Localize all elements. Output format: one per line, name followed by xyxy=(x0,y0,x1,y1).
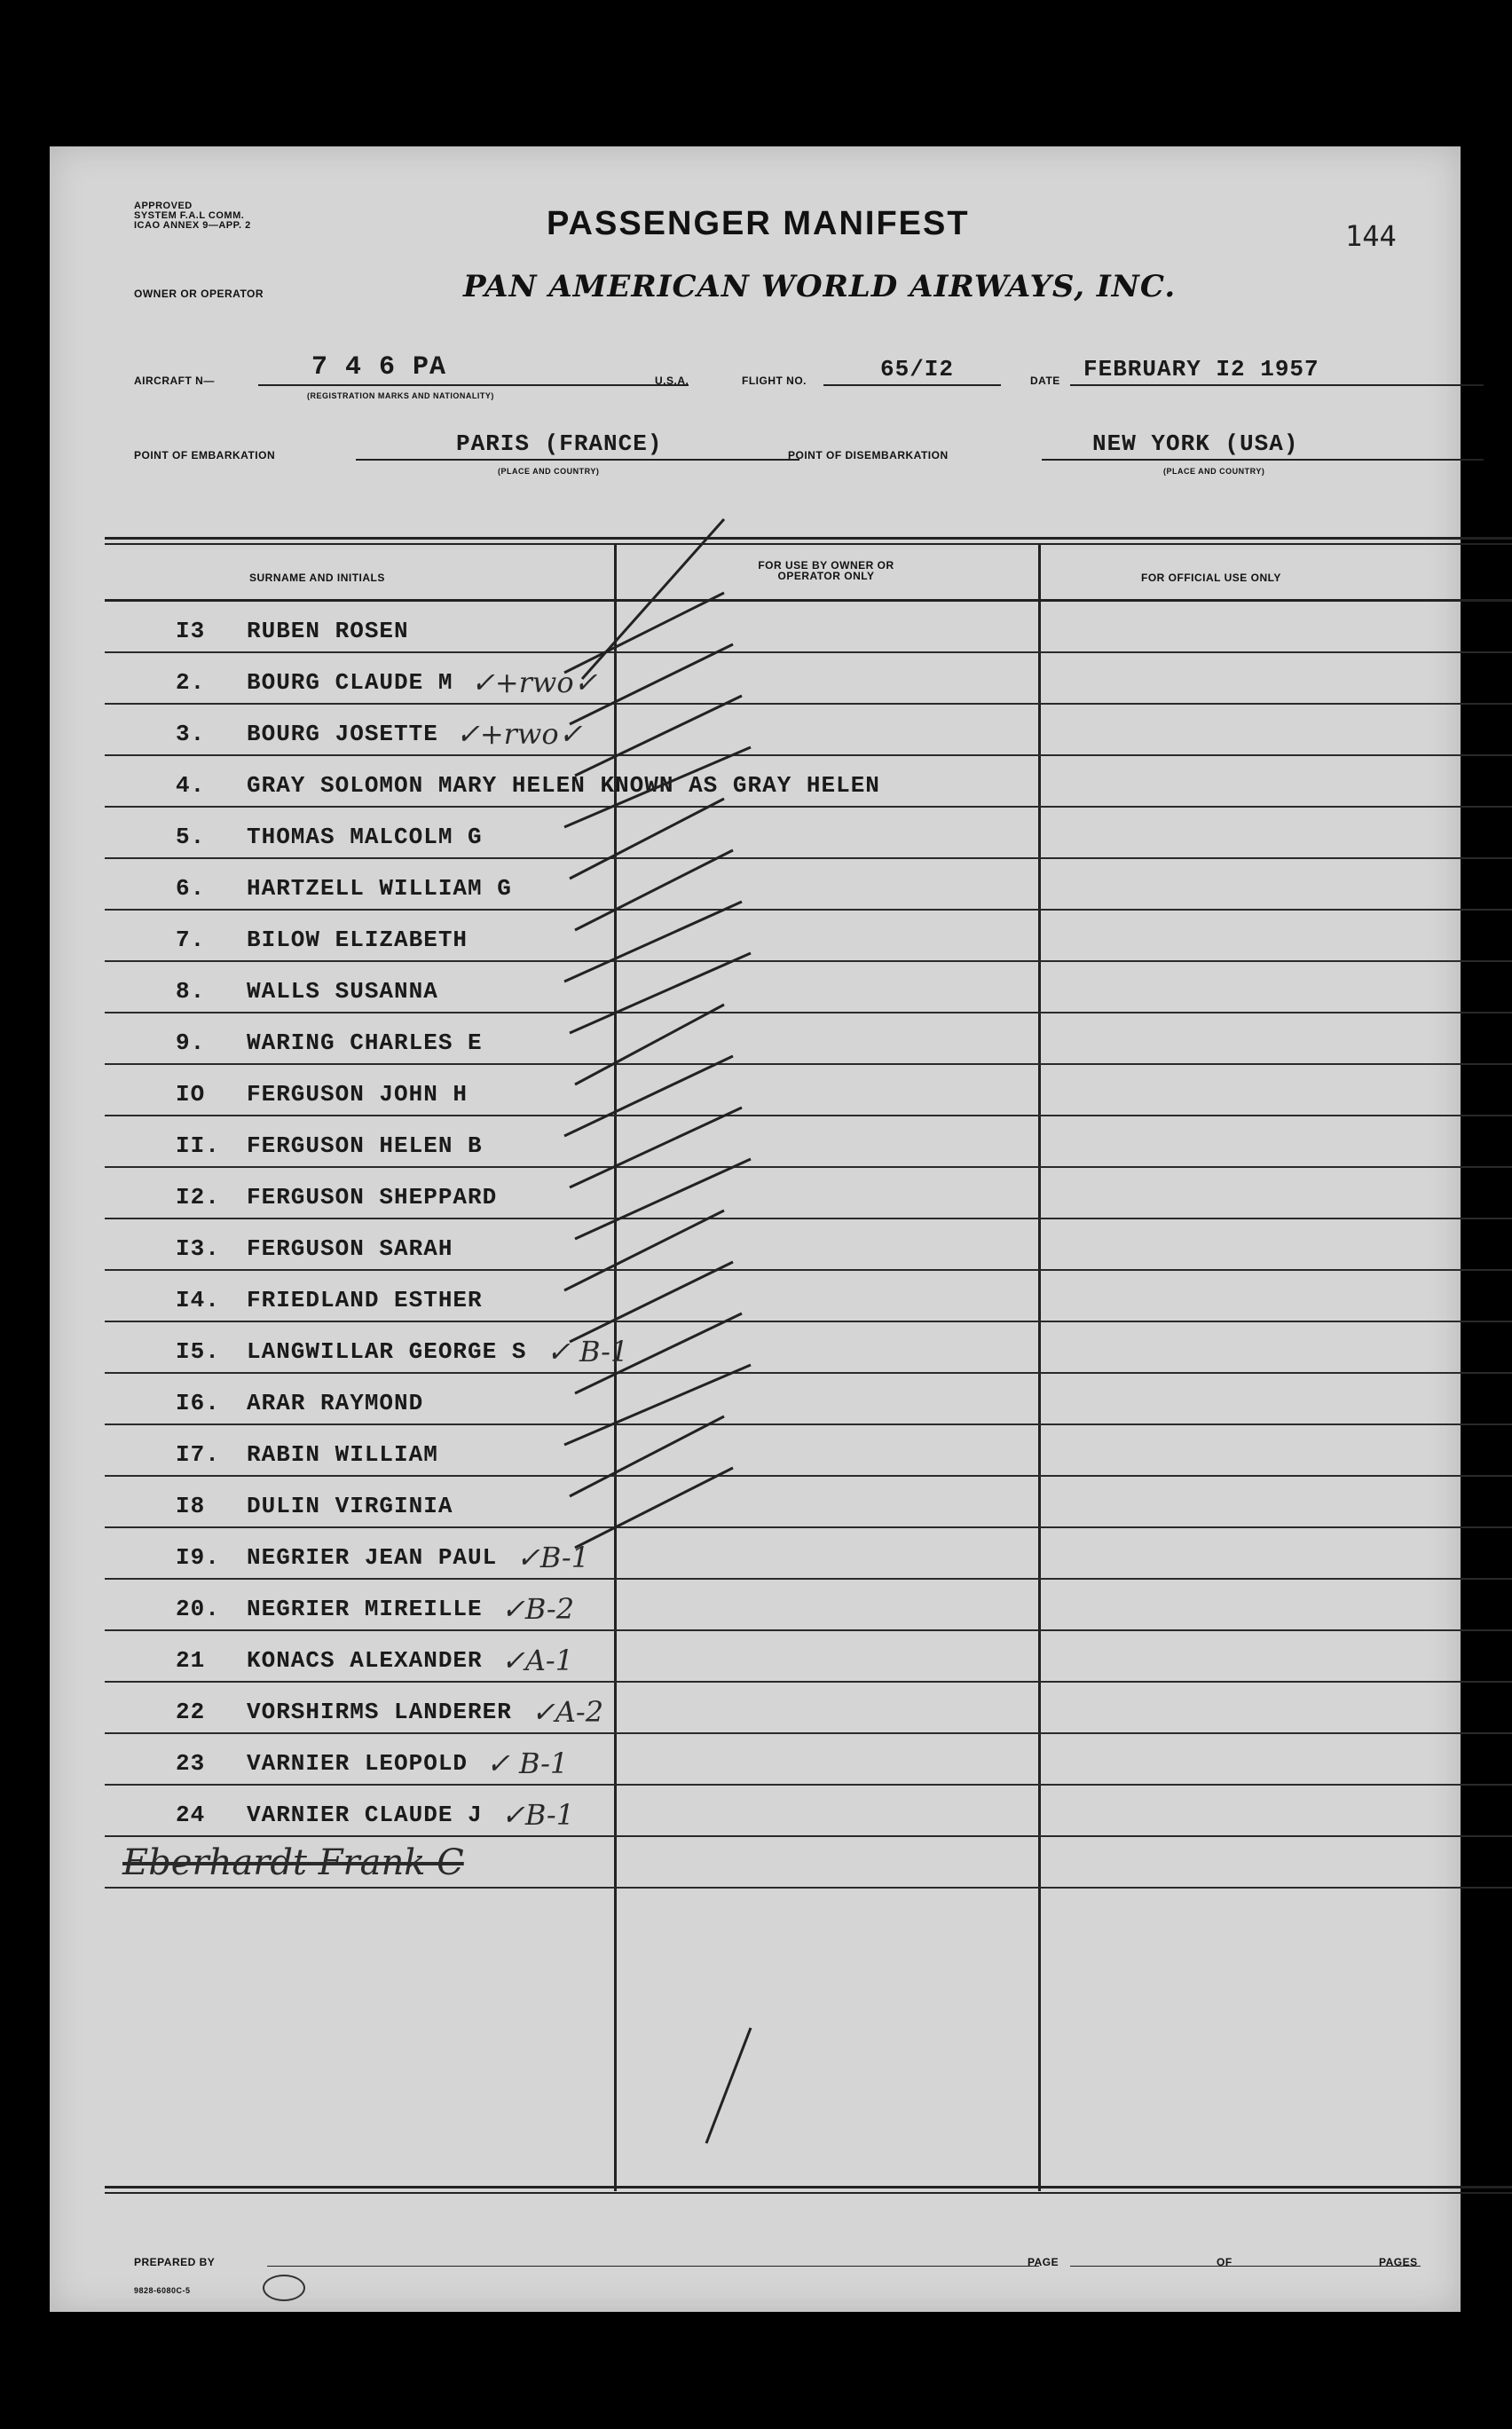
check-slash xyxy=(570,953,751,1033)
union-label-icon xyxy=(263,2275,305,2301)
approval-line: SYSTEM F.A.L COMM. xyxy=(134,210,245,221)
row-number: 2. xyxy=(176,669,206,696)
passenger-name: ARAR RAYMOND xyxy=(247,1390,424,1416)
check-slash xyxy=(564,1365,751,1445)
approval-line: ICAO ANNEX 9—APP. 2 xyxy=(134,220,251,231)
check-slash xyxy=(706,2028,751,2143)
row-number: 21 xyxy=(176,1647,206,1674)
row-number: I6. xyxy=(176,1390,220,1416)
handwritten-annotation: ✓B-1 xyxy=(501,1798,575,1832)
column-header-owner-use: FOR USE BY OWNER OR OPERATOR ONLY xyxy=(758,559,894,582)
passenger-name: KONACS ALEXANDER xyxy=(247,1647,483,1674)
of-label: OF xyxy=(1217,2256,1232,2268)
column-header-surname: SURNAME AND INITIALS xyxy=(249,572,385,584)
manifest-sheet xyxy=(50,146,1461,2312)
embark-label: POINT OF EMBARKATION xyxy=(134,449,276,461)
passenger-name: HARTZELL WILLIAM G xyxy=(247,875,512,902)
row-number: 6. xyxy=(176,875,206,902)
passenger-name: THOMAS MALCOLM G xyxy=(247,824,483,850)
handwritten-annotation: ✓A-1 xyxy=(501,1644,574,1677)
handwritten-annotation: ✓+rwo✓ xyxy=(471,666,598,699)
date-value: FEBRUARY I2 1957 xyxy=(1083,356,1319,382)
row-number: I8 xyxy=(176,1493,206,1519)
passenger-name: WALLS SUSANNA xyxy=(247,978,438,1005)
handwritten-annotation: ✓B-2 xyxy=(501,1592,575,1626)
row-number: I3 xyxy=(176,618,206,644)
disembark-caption: (PLACE AND COUNTRY) xyxy=(1163,467,1265,476)
prepared-by-label: PREPARED BY xyxy=(134,2256,216,2268)
check-marks-overlay xyxy=(50,146,1461,2312)
passenger-name: FERGUSON HELEN B xyxy=(247,1132,483,1159)
disembark-value: NEW YORK (USA) xyxy=(1092,430,1299,457)
embark-value: PARIS (FRANCE) xyxy=(456,430,663,457)
passenger-name: LANGWILLAR GEORGE S xyxy=(247,1338,527,1365)
passenger-name: FERGUSON SHEPPARD xyxy=(247,1184,498,1211)
flight-label: FLIGHT NO. xyxy=(742,375,807,387)
passenger-name: RABIN WILLIAM xyxy=(247,1441,438,1468)
operator-name: PAN AMERICAN WORLD AIRWAYS, INC. xyxy=(463,269,1177,304)
column-header-official-use: FOR OFFICIAL USE ONLY xyxy=(1141,572,1281,584)
row-number: 3. xyxy=(176,721,206,747)
row-number: 22 xyxy=(176,1699,206,1725)
row-number: IO xyxy=(176,1081,206,1108)
date-label: DATE xyxy=(1030,375,1060,387)
check-slash xyxy=(575,696,742,776)
page-label: PAGE xyxy=(1028,2256,1059,2268)
pages-label: PAGES xyxy=(1379,2256,1418,2268)
aircraft-value: 7 4 6 PA xyxy=(311,352,447,382)
flight-value: 65/I2 xyxy=(880,356,955,382)
page-stamp-number: 144 xyxy=(1345,219,1397,253)
passenger-name: VARNIER LEOPOLD xyxy=(247,1750,469,1777)
passenger-name: NEGRIER MIREILLE xyxy=(247,1596,483,1622)
row-number: 20. xyxy=(176,1596,220,1622)
passenger-name: BOURG JOSETTE xyxy=(247,721,438,747)
owner-label: OWNER OR OPERATOR xyxy=(134,288,264,300)
form-number: 9828-6080C-5 xyxy=(134,2286,191,2295)
approval-line: APPROVED xyxy=(134,201,193,211)
row-number: 24 xyxy=(176,1802,206,1828)
check-slash xyxy=(575,1159,751,1239)
row-number: 5. xyxy=(176,824,206,850)
passenger-name: VORSHIRMS LANDERER xyxy=(247,1699,512,1725)
row-number: 23 xyxy=(176,1750,206,1777)
check-slash xyxy=(575,1005,724,1084)
aircraft-label: AIRCRAFT N— xyxy=(134,375,215,387)
row-number: I5. xyxy=(176,1338,220,1365)
handwritten-annotation: ✓ B-1 xyxy=(547,1335,629,1368)
row-number: 7. xyxy=(176,927,206,953)
passenger-name: BOURG CLAUDE M xyxy=(247,669,453,696)
passenger-name: FRIEDLAND ESTHER xyxy=(247,1287,483,1313)
passenger-name: BILOW ELIZABETH xyxy=(247,927,469,953)
row-number: 8. xyxy=(176,978,206,1005)
row-number: I7. xyxy=(176,1441,220,1468)
handwritten-annotation: ✓ B-1 xyxy=(486,1747,569,1780)
passenger-name: GRAY SOLOMON MARY HELEN KNOWN AS GRAY HELEN xyxy=(247,772,880,799)
page-title: PASSENGER MANIFEST xyxy=(547,205,970,242)
handwritten-annotation: ✓A-2 xyxy=(532,1695,604,1729)
row-number: I3. xyxy=(176,1235,220,1262)
registration-caption: (REGISTRATION MARKS AND NATIONALITY) xyxy=(307,391,494,400)
passenger-name: RUBEN ROSEN xyxy=(247,618,409,644)
handwritten-annotation: Eberhardt Frank C xyxy=(122,1842,464,1883)
check-slash xyxy=(575,1313,742,1393)
disembark-label: POINT OF DISEMBARKATION xyxy=(788,449,949,461)
passenger-name: NEGRIER JEAN PAUL xyxy=(247,1544,498,1571)
row-number: I2. xyxy=(176,1184,220,1211)
passenger-name: VARNIER CLAUDE J xyxy=(247,1802,483,1828)
handwritten-annotation: ✓B-1 xyxy=(516,1541,590,1574)
passenger-name: FERGUSON SARAH xyxy=(247,1235,453,1262)
passenger-name: DULIN VIRGINIA xyxy=(247,1493,453,1519)
passenger-name: FERGUSON JOHN H xyxy=(247,1081,469,1108)
check-slash xyxy=(582,519,724,679)
embark-caption: (PLACE AND COUNTRY) xyxy=(498,467,600,476)
row-number: I4. xyxy=(176,1287,220,1313)
row-number: 9. xyxy=(176,1029,206,1056)
row-number: II. xyxy=(176,1132,220,1159)
passenger-name: WARING CHARLES E xyxy=(247,1029,483,1056)
check-slash xyxy=(564,747,751,827)
handwritten-annotation: ✓+rwo✓ xyxy=(456,717,583,751)
usa-label: U.S.A. xyxy=(655,375,689,387)
row-number: I9. xyxy=(176,1544,220,1571)
row-number: 4. xyxy=(176,772,206,799)
